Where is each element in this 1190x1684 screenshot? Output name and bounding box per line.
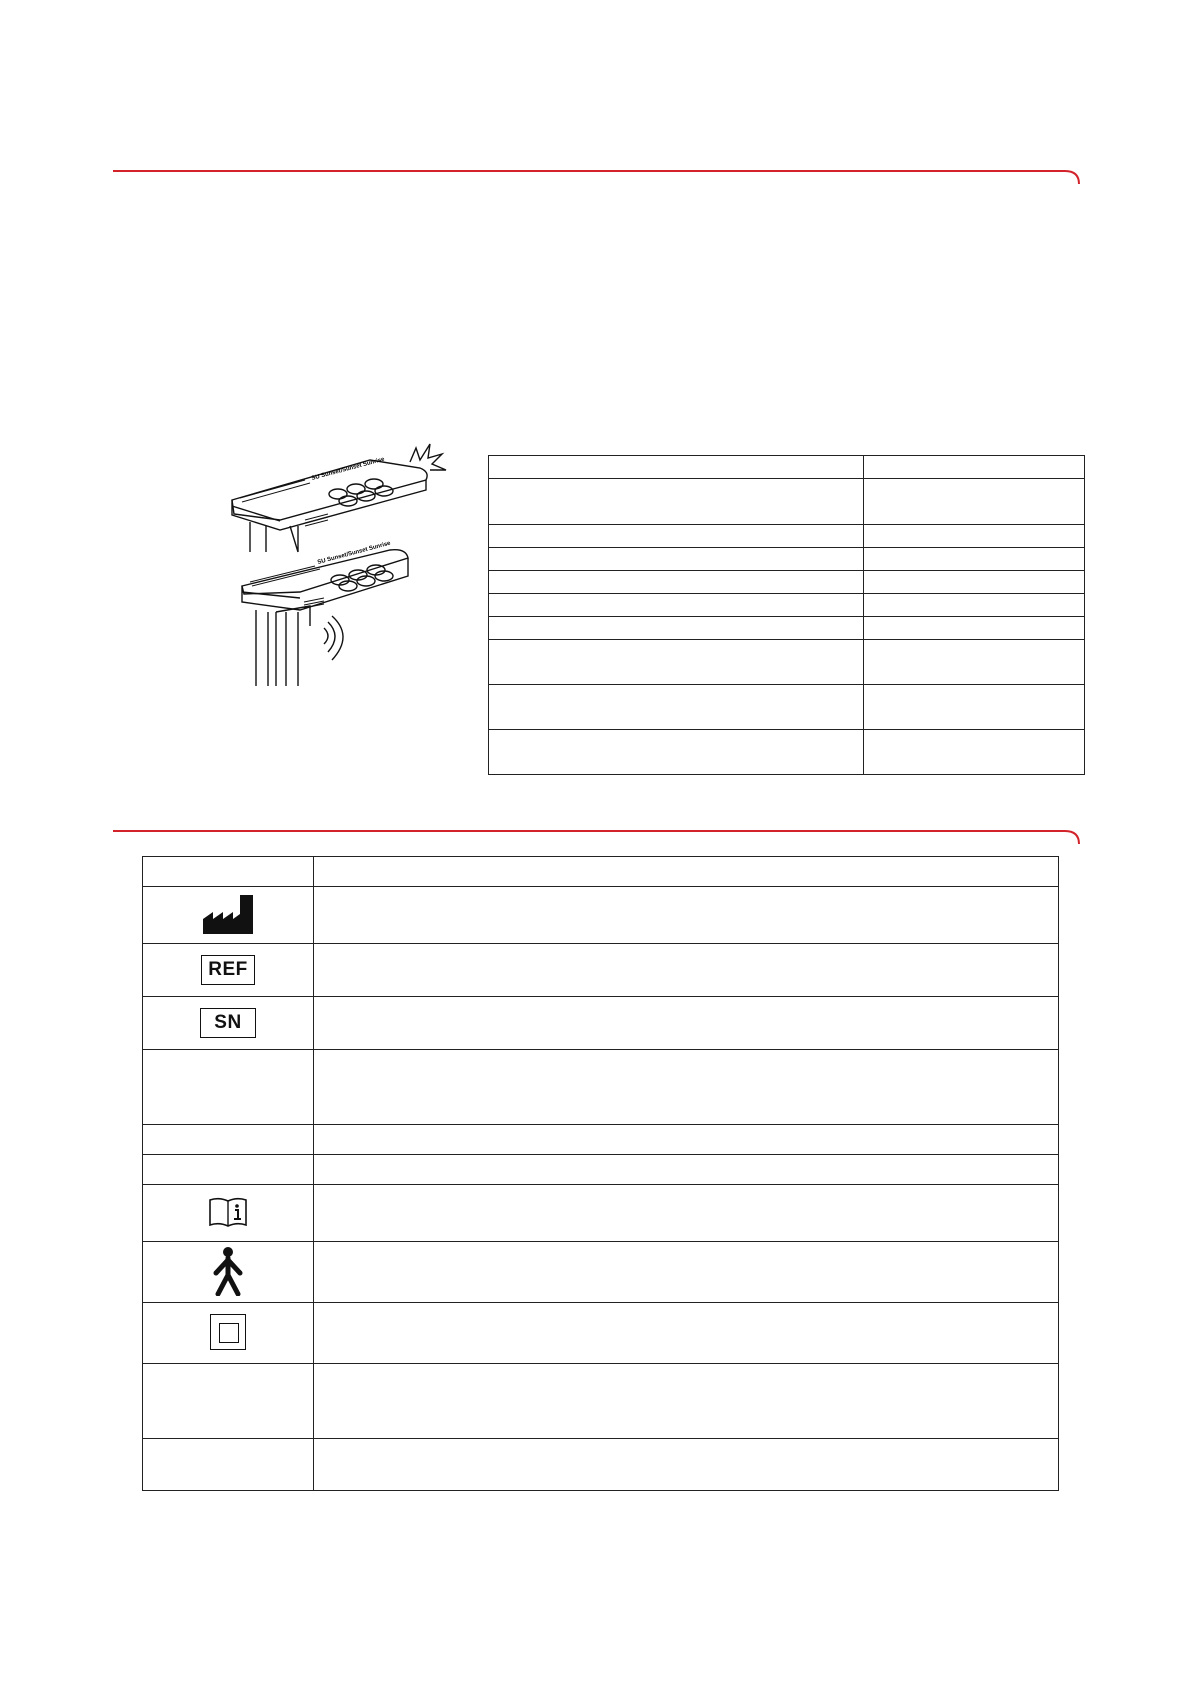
symbol-row (143, 1050, 1059, 1125)
symbol-cell (143, 1439, 314, 1491)
spec-cell (489, 571, 864, 594)
symbol-description (314, 1125, 1059, 1155)
symbol-cell (143, 1364, 314, 1439)
symbol-description (314, 1303, 1059, 1364)
symbols-header-description (314, 857, 1059, 887)
spec-row (489, 594, 1085, 617)
symbol-cell (143, 997, 314, 1050)
symbol-cell (143, 1185, 314, 1242)
spec-cell (489, 730, 864, 775)
spec-cell (489, 640, 864, 685)
section-rule-middle (113, 830, 1081, 844)
symbol-row (143, 1303, 1059, 1364)
spec-cell (864, 685, 1085, 730)
spec-cell (489, 456, 864, 479)
symbol-description (314, 1439, 1059, 1491)
spec-row (489, 456, 1085, 479)
symbol-description (314, 1185, 1059, 1242)
symbol-cell (143, 1050, 314, 1125)
type-b-applied-part-icon (211, 1284, 245, 1299)
symbol-cell (143, 1155, 314, 1185)
symbol-row (143, 944, 1059, 997)
device-label-upper: SU Sunset/Sunset Sunrise (310, 456, 386, 482)
device-label-lower: SU Sunset/Sunset Sunrise (316, 540, 392, 566)
symbol-row (143, 1185, 1059, 1242)
symbol-description (314, 944, 1059, 997)
spec-cell (489, 525, 864, 548)
symbol-row (143, 887, 1059, 944)
symbols-header-row (143, 857, 1059, 887)
ref-catalogue-number-icon: REF (201, 955, 255, 985)
symbol-row (143, 997, 1059, 1050)
spec-row (489, 640, 1085, 685)
spec-row (489, 548, 1085, 571)
serial-number-icon: SN (200, 1008, 256, 1038)
class-ii-equipment-icon (210, 1314, 246, 1350)
symbol-description (314, 1155, 1059, 1185)
symbol-description (314, 1242, 1059, 1303)
symbol-cell (143, 887, 314, 944)
spec-row (489, 685, 1085, 730)
manufacturer-icon (202, 923, 254, 938)
device-illustration (220, 440, 480, 700)
spec-cell (864, 617, 1085, 640)
spec-cell (489, 479, 864, 525)
symbol-row (143, 1125, 1059, 1155)
spec-row (489, 479, 1085, 525)
symbol-description (314, 1364, 1059, 1439)
symbol-cell (143, 944, 314, 997)
spec-cell (864, 548, 1085, 571)
spec-cell (489, 594, 864, 617)
spec-cell (864, 640, 1085, 685)
spec-cell (864, 525, 1085, 548)
spec-row (489, 525, 1085, 548)
spec-row (489, 730, 1085, 775)
symbol-cell (143, 1303, 314, 1364)
spec-cell (864, 571, 1085, 594)
spec-row (489, 571, 1085, 594)
symbol-cell (143, 1242, 314, 1303)
spec-row (489, 617, 1085, 640)
spec-cell (489, 617, 864, 640)
symbol-description (314, 1050, 1059, 1125)
spec-cell (864, 456, 1085, 479)
symbol-description (314, 887, 1059, 944)
spec-table (488, 455, 1085, 775)
symbols-table (142, 856, 1059, 1491)
symbol-row (143, 1155, 1059, 1185)
consult-instructions-icon (207, 1216, 249, 1231)
section-rule-top (113, 170, 1081, 184)
spec-cell (864, 730, 1085, 775)
symbol-row (143, 1364, 1059, 1439)
symbols-header-symbol (143, 857, 314, 887)
spec-cell (864, 479, 1085, 525)
symbol-description (314, 997, 1059, 1050)
spec-cell (489, 548, 864, 571)
spec-cell (489, 685, 864, 730)
symbol-cell (143, 1125, 314, 1155)
spec-cell (864, 594, 1085, 617)
symbol-row (143, 1439, 1059, 1491)
symbol-row (143, 1242, 1059, 1303)
